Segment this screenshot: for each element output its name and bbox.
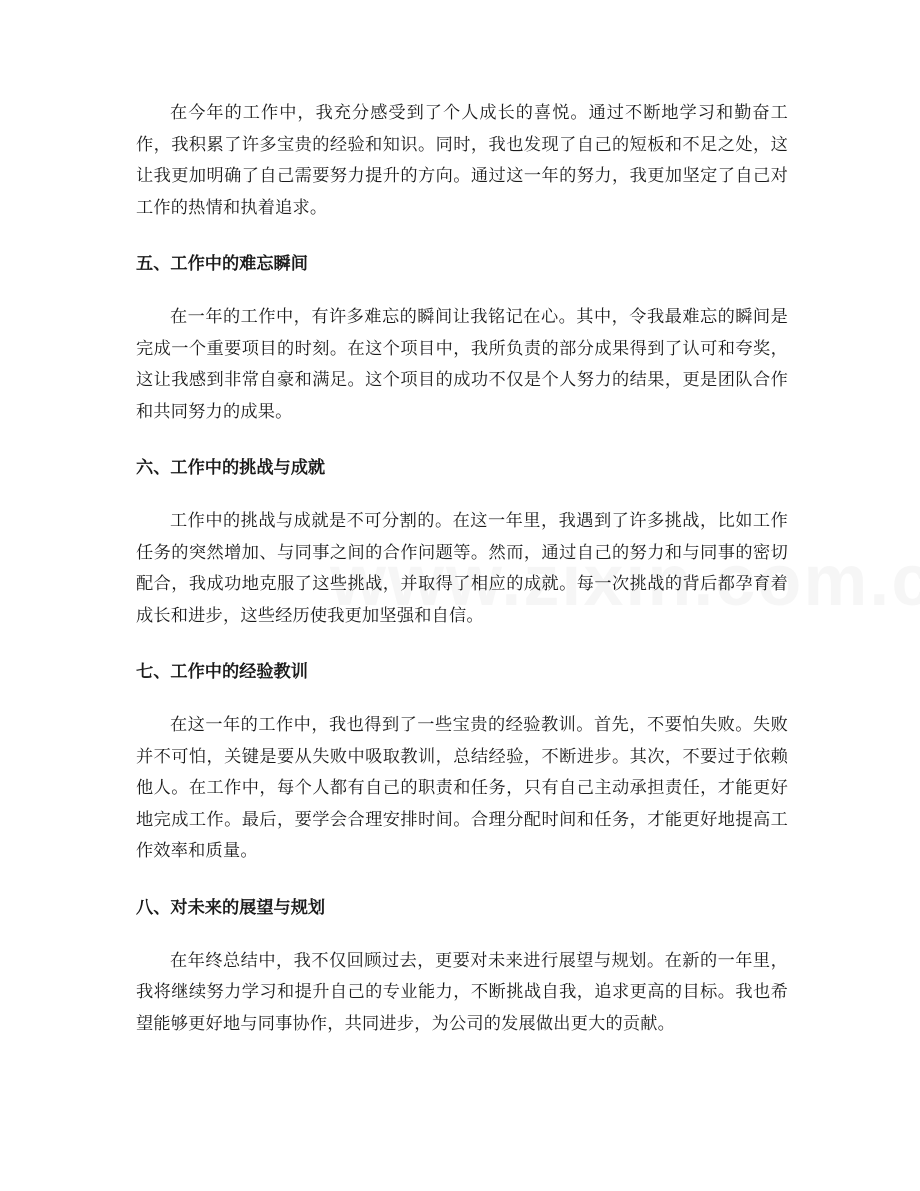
section-paragraph-5: 在一年的工作中，有许多难忘的瞬间让我铭记在心。其中，令我最难忘的瞬间是完成一个重要项目的时刻。在这个项目中，我所负责的部分成果得到了认可和夸奖，这让我感到非常自豪和满足。这个项目的成功不仅是个人努力的结果，更是团队合作和共同努力的成果。 [136, 307, 788, 422]
section-paragraph-6: 工作中的挑战与成就是不可分割的。在这一年里，我遇到了许多挑战，比如工作任务的突然增加、与同事之间的合作问题等。然而，通过自己的努力和与同事的密切配合，我成功地克服了这些挑战，并取得了相应的成就。每一次挑战的背后都孕育着成长和进步，这些经历使我更加坚强和自信。 [136, 511, 788, 626]
section-paragraph-8: 在年终总结中，我不仅回顾过去，更要对未来进行展望与规划。在新的一年里，我将继续努力学习和提升自己的专业能力，不断挑战自我，追求更高的目标。我也希望能够更好地与同事协作，共同进步，为公司的发展做出更大的贡献。 [136, 950, 788, 1034]
intro-paragraph: 在今年的工作中，我充分感受到了个人成长的喜悦。通过不断地学习和勤奋工作，我积累了许多宝贵的经验和知识。同时，我也发现了自己的短板和不足之处，这让我更加明确了自己需要努力提升的方向。通过这一年的努力，我更加坚定了自己对工作的热情和执着追求。 [136, 103, 788, 218]
section-paragraph-7: 在这一年的工作中，我也得到了一些宝贵的经验教训。首先，不要怕失败。失败并不可怕，关键是要从失败中吸取教训，总结经验，不断进步。其次，不要过于依赖他人。在工作中，每个人都有自己的职责和任务，只有自己主动承担责任，才能更好地完成工作。最后，要学会合理安排时间。合理分配时间和任务，才能更好地提高工作效率和质量。 [136, 715, 788, 861]
section-heading-7: 七、工作中的经验教训 [136, 662, 308, 682]
section-heading-5: 五、工作中的难忘瞬间 [136, 254, 308, 274]
section-heading-6: 六、工作中的挑战与成就 [136, 458, 326, 478]
section-heading-8: 八、对未来的展望与规划 [136, 897, 326, 918]
